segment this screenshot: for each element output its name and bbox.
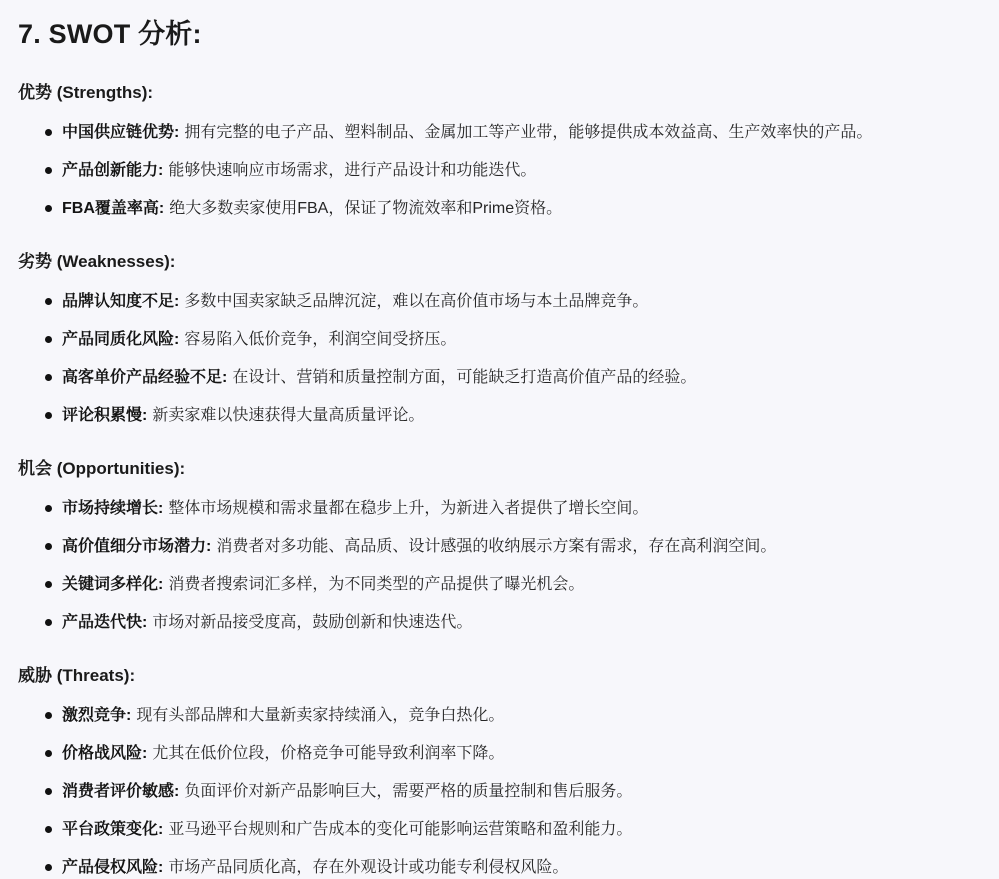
list-item (62, 611, 979, 634)
item-label: 价格战风险: (62, 745, 148, 762)
list-item (62, 780, 979, 803)
item-text: 多数中国卖家缺乏品牌沉淀，难以在高价值市场与本土品牌竞争。 (184, 293, 649, 310)
section-opportunities (18, 454, 979, 634)
list-item (62, 818, 979, 841)
item-text: 绝大多数卖家使用FBA，保证了物流效率和Prime资格。 (169, 200, 563, 217)
item-text: 消费者对多功能、高品质、设计感强的收纳展示方案有需求，存在高利润空间。 (216, 538, 777, 555)
item-text: 市场产品同质化高，存在外观设计或功能专利侵权风险。 (168, 859, 569, 876)
list-item (62, 573, 979, 596)
list-item (62, 159, 979, 182)
list-item (62, 704, 979, 727)
list-item (62, 121, 979, 144)
list-item (62, 290, 979, 313)
item-text: 现有头部品牌和大量新卖家持续涌入，竞争白热化。 (136, 707, 505, 724)
list-item (62, 404, 979, 427)
item-label: 平台政策变化: (62, 821, 164, 838)
item-label: 高客单价产品经验不足: (62, 369, 228, 386)
section-strengths (18, 78, 979, 220)
item-label: 激烈竞争: (62, 707, 132, 724)
item-text: 尤其在低价位段，价格竞争可能导致利润率下降。 (152, 745, 505, 762)
item-text: 容易陷入低价竞争，利润空间受挤压。 (184, 331, 457, 348)
list-item (62, 197, 979, 220)
item-text: 市场对新品接受度高，鼓励创新和快速迭代。 (152, 614, 473, 631)
strengths-list (18, 121, 979, 220)
list-item (62, 328, 979, 351)
item-text: 整体市场规模和需求量都在稳步上升，为新进入者提供了增长空间。 (168, 500, 649, 517)
item-text: 能够快速响应市场需求，进行产品设计和功能迭代。 (168, 162, 537, 179)
item-text: 消费者搜索词汇多样，为不同类型的产品提供了曝光机会。 (168, 576, 585, 593)
item-label: 产品创新能力: (62, 162, 164, 179)
item-label: 中国供应链优势: (62, 124, 180, 141)
item-text: 在设计、营销和质量控制方面，可能缺乏打造高价值产品的经验。 (232, 369, 697, 386)
section-weaknesses (18, 247, 979, 427)
item-label: 产品同质化风险: (62, 331, 180, 348)
item-label: FBA覆盖率高: (62, 200, 165, 217)
item-label: 产品侵权风险: (62, 859, 164, 876)
item-label: 评论积累慢: (62, 407, 148, 424)
item-text: 亚马逊平台规则和广告成本的变化可能影响运营策略和盈利能力。 (168, 821, 633, 838)
threats-heading: 威胁 (Threats): (18, 666, 136, 685)
item-text: 拥有完整的电子产品、塑料制品、金属加工等产业带，能够提供成本效益高、生产效率快的产品。 (184, 124, 873, 141)
page-title: 7. SWOT 分析: (18, 19, 202, 49)
item-label: 关键词多样化: (62, 576, 164, 593)
opportunities-heading: 机会 (Opportunities): (18, 459, 186, 478)
item-label: 品牌认知度不足: (62, 293, 180, 310)
item-label: 产品迭代快: (62, 614, 148, 631)
list-item (62, 856, 979, 879)
item-text: 新卖家难以快速获得大量高质量评论。 (152, 407, 425, 424)
list-item (62, 742, 979, 765)
list-item (62, 497, 979, 520)
strengths-heading: 优势 (Strengths): (18, 83, 154, 102)
list-item (62, 366, 979, 389)
opportunities-list (18, 497, 979, 634)
list-item (62, 535, 979, 558)
threats-list (18, 704, 979, 879)
item-label: 市场持续增长: (62, 500, 164, 517)
weaknesses-heading: 劣势 (Weaknesses): (18, 252, 176, 271)
section-threats (18, 661, 979, 879)
weaknesses-list (18, 290, 979, 427)
item-label: 消费者评价敏感: (62, 783, 180, 800)
item-label: 高价值细分市场潜力: (62, 538, 212, 555)
item-text: 负面评价对新产品影响巨大，需要严格的质量控制和售后服务。 (184, 783, 633, 800)
